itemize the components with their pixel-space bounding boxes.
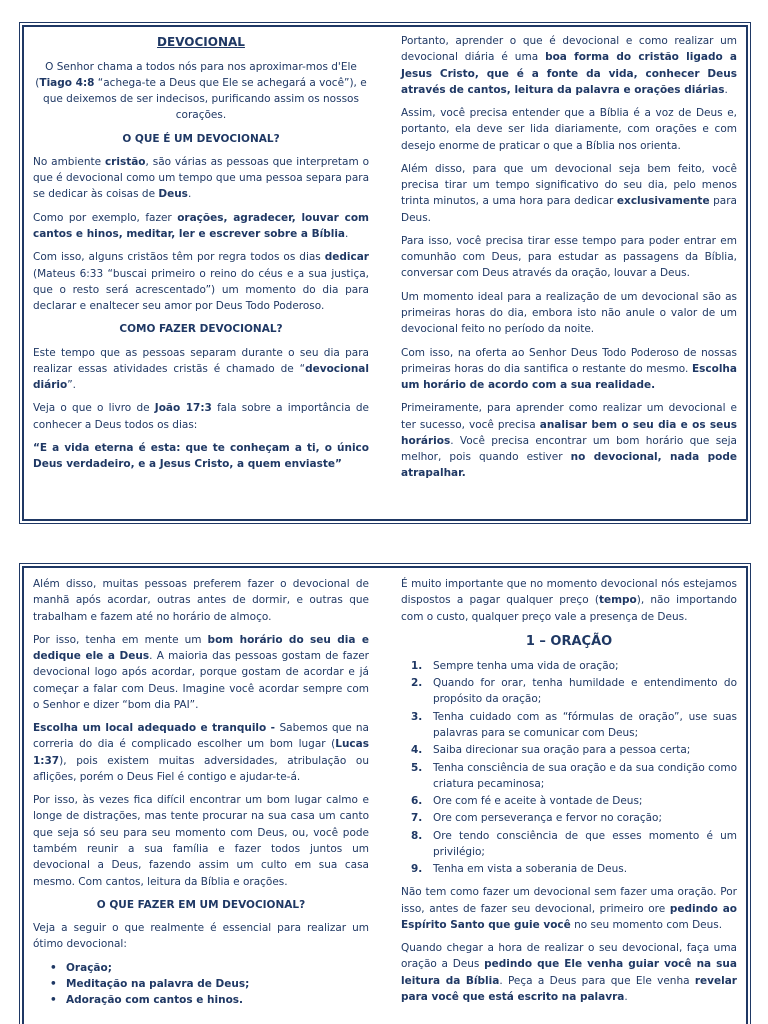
paragraph: Um momento ideal para a realização de um devocional são as primeiras horas do dia, embora isto não anule o valor de um devocional feito no período da noite. bbox=[401, 290, 737, 336]
paragraph: Como por exemplo, fazer orações, agradecer, louvar com cantos e hinos, meditar, ler e escrever sobre a Bíblia. bbox=[33, 211, 369, 240]
paragraph: Por isso, tenha em mente um bom horário do seu dia e dedique ele a Deus. A maioria das pessoas gostam de fazer devocional logo após acordar, porque gostam de acordar e já começar a falar com Deus. Imagine você acordar sempre com o Senhor e dizer “bom dia PAI”. bbox=[33, 633, 369, 711]
paragraph: Por isso, às vezes fica difícil encontrar um bom lugar calmo e longe de distrações, mas tente procurar na sua casa um canto que seja só seu para seu momento com Deus, ou, você pode também reunir a sua família e fazer todos juntos um devocional a Deus, fazendo assim um culto em sua casa mesmo. Com cantos, leitura da Bíblia e orações. bbox=[33, 794, 369, 888]
paragraph: Portanto, aprender o que é devocional e como realizar um devocional diária é uma boa forma do cristão ligado a Jesus Cristo, que é a fonte da vida, conhecer Deus através de cantos, leitura da palavra e orações diárias. bbox=[401, 35, 737, 96]
list-item: 4. Saiba direcionar sua oração para a pessoa certa; bbox=[411, 744, 691, 757]
list-item: 5. Tenha consciência de sua oração e da sua condição como criatura pecaminosa; bbox=[411, 761, 737, 790]
paragraph: Não tem como fazer um devocional sem fazer uma oração. Por isso, antes de fazer seu devocional, primeiro ore pedindo ao Espírito Santo que guie você no seu momento com Deus. bbox=[401, 886, 737, 931]
section-heading-what-to-do: O QUE FAZER EM UM DEVOCIONAL? bbox=[96, 898, 306, 911]
list-item: 1. Sempre tenha uma vida de oração; bbox=[411, 659, 619, 672]
paragraph: No ambiente cristão, são várias as pessoas que interpretam o que é devocional como um tempo que uma pessoa separa para se dedicar às coisas de Deus. bbox=[33, 155, 370, 201]
paragraph: Com isso, alguns cristãos têm por regra todos os dias dedicar (Mateus 6:33 “buscai primeiro o reino do céus e a sua justiça, que o resto será acrescentado”) um momento do dia para declarar e enaltecer seu amor por Deus Todo Poderoso. bbox=[33, 251, 369, 313]
paragraph: Primeiramente, para aprender como realizar um devocional e ter sucesso, você precisa analisar bem o seu dia e os seus horários. Você precisa encontrar um bom horário que seja melhor, pois quando estiver no devocional, nada pode atrapalhar. bbox=[401, 402, 738, 480]
section-heading-how-to: COMO FAZER DEVOCIONAL? bbox=[119, 323, 283, 336]
page-2-left-column bbox=[33, 576, 369, 1015]
page-2-right-column bbox=[401, 576, 737, 1012]
section-heading-prayer: 1 – ORAÇÃO bbox=[525, 633, 613, 649]
paragraph: Além disso, para que um devocional seja bem feito, você precisa tirar um tempo significativo do seu dia, pelo menos trinta minutos, a uma hora para dedicar exclusivamente para Deus. bbox=[401, 162, 737, 224]
list-item: 9. Tenha em vista a soberania de Deus. bbox=[411, 863, 628, 876]
bible-quote: “E a vida eterna é esta: que te conheçam a ti, o único Deus verdadeiro, e a Jesus Cristo, a quem enviaste” bbox=[33, 441, 369, 471]
list-item: 7. Ore com perseverança e fervor no coração; bbox=[411, 812, 663, 825]
page-1 bbox=[22, 25, 748, 521]
page-1-right-column bbox=[401, 33, 737, 489]
prayer-list bbox=[401, 658, 737, 877]
paragraph: Este tempo que as pessoas separam durante o seu dia para realizar essas atividades cristãs é chamado de “devocional diário”. bbox=[33, 346, 369, 392]
paragraph: Além disso, muitas pessoas preferem fazer o devocional de manhã após acordar, outras antes de dormir, e outras que trabalham e fazem até no horário de almoço. bbox=[33, 578, 369, 623]
paragraph: Para isso, você precisa tirar esse tempo para poder entrar em comunhão com Deus, para estudar as passagens da Bíblia, conversar com Deus através da oração, louvar a Deus. bbox=[401, 234, 737, 280]
document-title: DEVOCIONAL bbox=[157, 35, 245, 49]
page-1-left-column bbox=[33, 33, 369, 479]
paragraph: É muito importante que no momento devocional nós estejamos dispostos a pagar qualquer preço (tempo), não importando com o custo, qualquer preço vale a presença de Deus. bbox=[401, 578, 737, 623]
list-item: 6. Ore com fé e aceite à vontade de Deus; bbox=[411, 795, 643, 808]
list-item: • Adoração com cantos e hinos. bbox=[33, 992, 369, 1008]
list-item: • Oração; bbox=[33, 960, 369, 976]
essentials-list bbox=[33, 960, 369, 1009]
intro-paragraph: O Senhor chama a todos nós para nos aproximar-mos d'Ele (Tiago 4:8 “achega-te a Deus que Ele se achegará a você”), e que deixemos de ser indecisos, purificando assim os nossos corações. bbox=[35, 60, 367, 122]
paragraph: Veja o que o livro de João 17:3 fala sobre a importância de conhecer a Deus todos os dias: bbox=[33, 402, 369, 431]
section-heading-what-is: O QUE É UM DEVOCIONAL? bbox=[122, 132, 280, 145]
page-2 bbox=[22, 566, 748, 1024]
list-item: 2. Quando for orar, tenha humildade e entendimento do propósito da oração; bbox=[411, 677, 737, 706]
list-item: • Meditação na palavra de Deus; bbox=[33, 976, 369, 992]
paragraph: Quando chegar a hora de realizar o seu devocional, faça uma oração a Deus pedindo que Ele venha guiar você na sua leitura da Bíblia. Peça a Deus para que Ele venha revelar para você que está escrito na palavra. bbox=[401, 942, 737, 1003]
paragraph: Com isso, na oferta ao Senhor Deus Todo Poderoso de nossas primeiras horas do dia santifica o restante do mesmo. Escolha um horário de acordo com a sua realidade. bbox=[401, 346, 737, 392]
paragraph: Assim, você precisa entender que a Bíblia é a voz de Deus e, portanto, ela deve ser lida diariamente, com orações e com desejo enorme de praticar o que a Bíblia nos orienta. bbox=[401, 107, 737, 152]
paragraph: Escolha um local adequado e tranquilo - Sabemos que na correria do dia é complicado escolher um bom lugar (Lucas 1:37), pois existem muitas adversidades, atribulação ou aflições, porém o Deus Fiel é contigo e ajudar-te-á. bbox=[33, 722, 369, 783]
list-item: 8. Ore tendo consciência de que esses momento é um privilégio; bbox=[411, 829, 737, 858]
list-item: 3. Tenha cuidado com as “fórmulas de oração”, use suas palavras para se comunicar com Deus; bbox=[411, 710, 737, 739]
paragraph: Veja a seguir o que realmente é essencial para realizar um ótimo devocional: bbox=[33, 922, 369, 951]
